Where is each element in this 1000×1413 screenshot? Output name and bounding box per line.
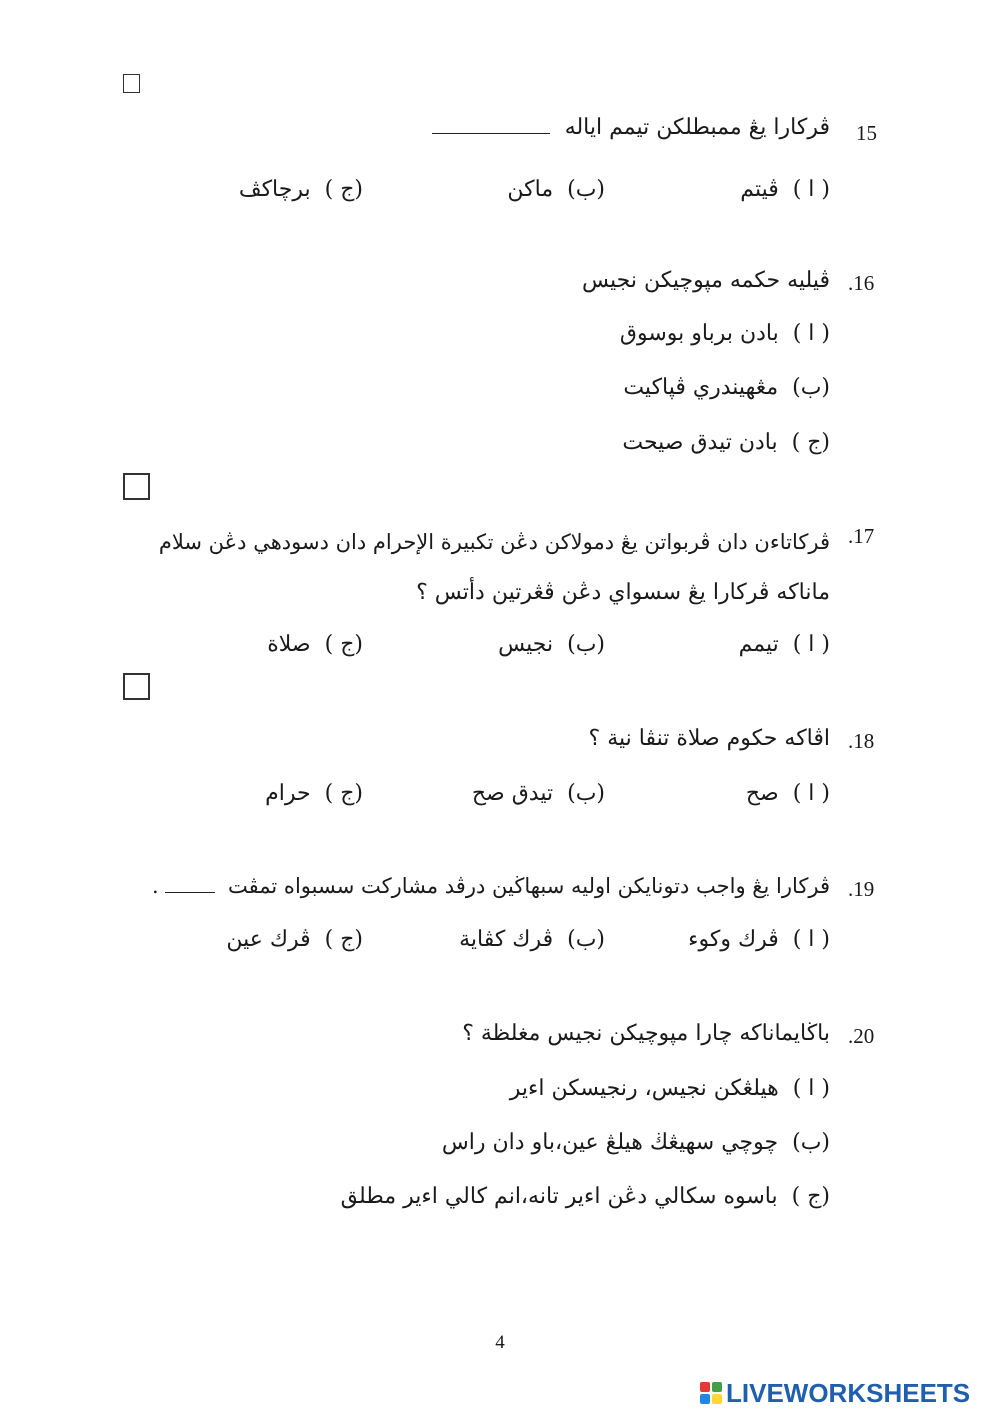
answer-checkbox[interactable] [123,673,150,700]
answer-blank[interactable] [432,117,550,134]
option-label: ( ا ) [792,177,830,202]
question-number: .20 [848,1024,875,1048]
option-text: ڤرك كڤاية [459,927,554,952]
option-text: ماكن [507,177,554,202]
option-c[interactable] [239,177,363,202]
option-b[interactable] [507,177,605,202]
option-label: (ج ) [791,1184,830,1209]
option-text: چوچي سهيڠڬ هيلڠ عين،باو دان راس [441,1130,779,1155]
question-stem: ڤركارا يڠ ممبطلكن تيمم اياله [564,115,830,140]
option-b[interactable] [498,632,605,657]
option-label: (ب) [567,781,605,806]
brand-name: LIVEWORKSHEETS [726,1377,971,1408]
option-text: باسوه سكالي دڠن اءير تانه،انم كالي اءير مطلق [340,1184,778,1209]
option-label: (ب) [567,632,605,657]
option-text: مڠهيندري ڤڽاكيت [623,375,779,400]
option-a[interactable] [510,1076,830,1101]
option-label: (ب) [567,177,605,202]
option-text: بادن تيدق صيحت [622,430,778,455]
answer-blank[interactable] [165,876,215,893]
option-a[interactable] [746,781,830,806]
option-b[interactable] [623,375,830,400]
question-text: ڤيليه حكمه مڽوچيكن نجيس [581,268,830,293]
option-text: نجيس [498,632,554,657]
option-label: ( ا ) [792,927,830,952]
question-text-line-1: ڤركاتاءن دان ڤربواتن يڠ دمولاكن دڠن تكبيرة الإحرام دان دسودهي دڠن سلام [158,530,830,554]
logo-square [712,1382,722,1392]
logo-square [700,1382,710,1392]
option-c[interactable] [265,781,363,806]
option-label: (ب) [567,927,605,952]
option-b[interactable] [442,1130,830,1155]
logo-icon [700,1382,722,1404]
option-label: ( ا ) [792,781,830,806]
option-text: ڤرك عين [226,927,311,952]
option-label: ( ا ) [792,321,830,346]
option-label: ( ا ) [792,632,830,657]
option-text: تيدق صح [471,781,554,806]
option-text: تيمم [738,632,779,657]
option-label: (ج ) [324,632,363,657]
question-text [432,115,830,140]
option-a[interactable] [688,927,830,952]
option-text: هيلڠكن نجيس، رنجيسكن اءير [509,1076,779,1101]
answer-checkbox[interactable] [123,74,140,93]
question-number: 15 [856,121,877,145]
option-a[interactable] [620,321,830,346]
option-b[interactable] [459,927,605,952]
question-stem: ڤركارا يڠ واجب دتونايكن اوليه سبهاڬين درڤد مشاركت سسبواه تمڤت [228,874,830,898]
logo-square [712,1394,722,1404]
question-number: .17 [848,524,875,548]
option-text: برچاكڤ [238,177,311,202]
option-c[interactable] [341,1184,830,1209]
question-number: .18 [848,729,875,753]
page-number: 4 [495,1332,505,1353]
question-number: .16 [848,271,875,295]
option-text: بادن برباو بوسوق [619,321,779,346]
option-label: (ج ) [324,781,363,806]
logo-square [700,1394,710,1404]
option-text: صلاة [267,632,311,657]
option-label: ( ا ) [792,1076,830,1101]
option-text: حرام [265,781,311,806]
option-label: (ج ) [791,430,830,455]
option-label: (ب) [792,375,830,400]
option-label: (ج ) [324,177,363,202]
option-c[interactable] [622,430,830,455]
option-c[interactable] [226,927,363,952]
option-c[interactable] [267,632,363,657]
liveworksheets-logo[interactable] [700,1379,970,1407]
option-a[interactable] [740,177,830,202]
option-label: (ج ) [324,927,363,952]
question-text [152,874,830,898]
question-text-line-2: ماناكه ڤركارا يڠ سسواي دڠن ڤڠرتين دأتس ؟ [416,580,830,605]
question-end: . [151,874,159,898]
question-text: اڤاكه حكوم صلاة تنڤا نية ؟ [588,726,830,751]
option-a[interactable] [739,632,830,657]
option-b[interactable] [472,781,605,806]
option-text: صح [745,781,779,806]
answer-checkbox[interactable] [123,473,150,500]
option-text: ڤرك وكوء [688,927,779,952]
question-number: .19 [848,877,875,901]
option-text: ڤيتم [740,177,779,202]
question-text: باڬايماناكه چارا مڽوچيكن نجيس مغلظة ؟ [462,1021,830,1046]
option-label: (ب) [792,1130,830,1155]
